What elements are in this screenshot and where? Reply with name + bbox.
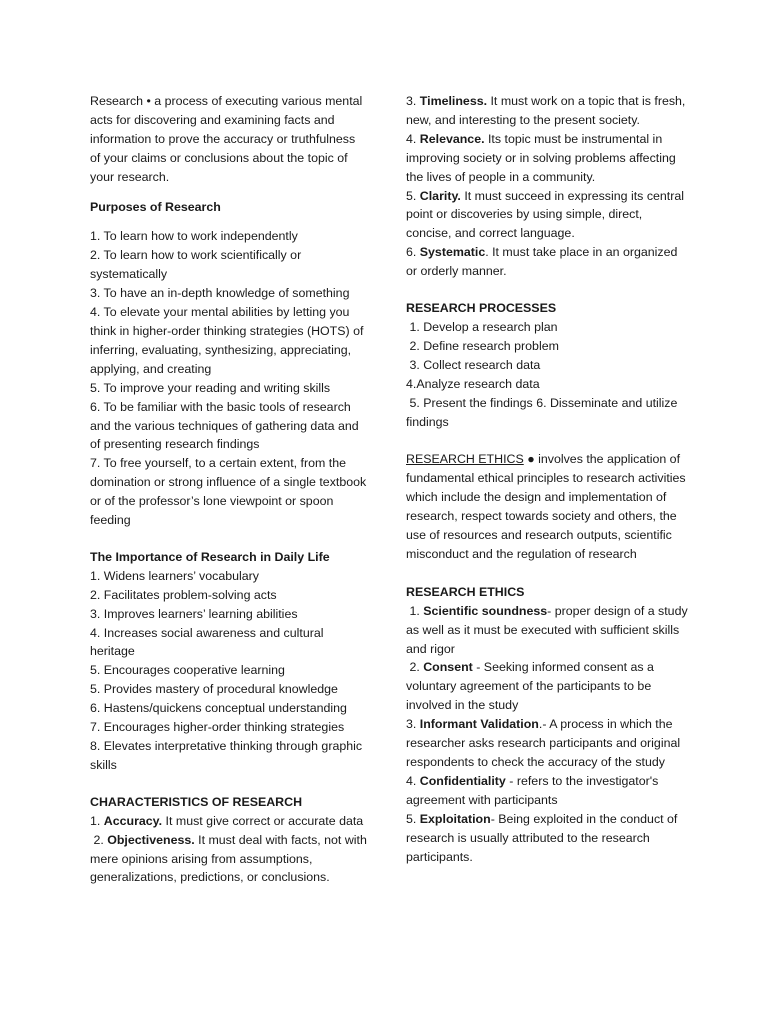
right-column [406, 92, 688, 866]
purposes-heading: Purposes of Research [90, 199, 221, 214]
ethics-item: 1. Scientific soundness- proper design of a study as well as it must be executed with sufficient skills and rigor [406, 603, 688, 656]
list-item: 1. To learn how to work independently [90, 229, 298, 244]
ethics-term-item: Confidentiality [419, 773, 506, 788]
list-item: 4. To elevate your mental abilities by letting you think in higher-order thinking strategies (HOTS) of inferring, evaluating, synthesizing, appreciating, applying, and creating [90, 305, 364, 376]
research-definition-text: a process of executing various mental acts for discovering and examining facts and information to prove the accuracy or truthfulness of your claims or conclusions about the topic of your research. [90, 94, 363, 184]
list-item: 4.Analyze research data [406, 376, 540, 391]
list-item: 2. Define research problem [406, 338, 559, 353]
ethics-item: 3. Informant Validation.- A process in which the researcher asks research participants and original respondents to check the accuracy of the study [406, 717, 681, 769]
list-item: 7. Encourages higher-order thinking strategies [90, 720, 345, 735]
list-item: 5. Present the findings 6. Disseminate and utilize findings [406, 395, 681, 429]
list-item: 8. Elevates interpretative thinking through graphic skills [90, 739, 363, 772]
list-item: 6. Hastens/quickens conceptual understanding [90, 701, 347, 716]
list-item: 2. To learn how to work scientifically or systematically [90, 248, 302, 282]
list-item: 3. To have an in-depth knowledge of something [90, 286, 350, 301]
characteristic-item: 3. Timeliness. It must work on a topic that is fresh, new, and interesting to the present society. [406, 94, 686, 127]
characteristic-term: Relevance. [419, 131, 485, 146]
ethics-term-item: Consent [423, 660, 473, 675]
list-item: 5. Encourages cooperative learning [90, 663, 285, 678]
ethics-term: RESEARCH ETHICS [406, 452, 524, 467]
bullet-glyph: ● [527, 452, 535, 467]
ethics-item: 5. Exploitation- Being exploited in the conduct of research is usually attributed to the research participants. [406, 811, 678, 864]
ethics-item: 4. Confidentiality - refers to the investigator's agreement with participants [406, 773, 659, 807]
list-item: 3. Collect research data [406, 357, 541, 372]
ethics-term-item: Informant Validation [419, 717, 539, 732]
characteristic-item: 5. Clarity. It must succeed in expressing its central point or discoveries by using simple, direct, concise, and correct language. [406, 188, 685, 241]
list-item: 5. Provides mastery of procedural knowledge [90, 682, 338, 697]
characteristics-heading: CHARACTERISTICS OF RESEARCH [90, 794, 303, 809]
list-item: 6. To be familiar with the basic tools of research and the various techniques of gathering data and of presenting research findings [90, 399, 359, 452]
list-item: 5. To improve your reading and writing skills [90, 380, 331, 395]
research-definition [90, 92, 368, 187]
ethics-definition-text: involves the application of fundamental ethical principles to research activities which include the design and implementation of research, respect towards society and others, the use of resources and research outputs, scientific misconduct and the regulation of research [406, 452, 686, 561]
ethics-term-item: Scientific soundness [423, 603, 548, 618]
ethics-heading: RESEARCH ETHICS [406, 584, 525, 599]
list-item: 3. Improves learners’ learning abilities [90, 606, 298, 621]
characteristic-term: Systematic [419, 245, 486, 260]
list-item: 1. Develop a research plan [406, 319, 558, 334]
left-column [90, 92, 368, 887]
list-item: 4. Increases social awareness and cultural heritage [90, 625, 324, 659]
characteristic-item: 1. Accuracy. It must give correct or accurate data [90, 813, 364, 828]
bullet-glyph: • [146, 94, 151, 108]
list-item: 7. To free yourself, to a certain extent, from the domination or strong influence of a single textbook or of the professor’s lone viewpoint or spoon feeding [90, 456, 367, 528]
characteristic-term: Timeliness. [419, 94, 488, 108]
characteristic-term: Objectiveness. [107, 832, 195, 847]
research-term: Research [90, 94, 144, 108]
characteristic-item: 4. Relevance. Its topic must be instrumental in improving society or in solving problems affecting the lives of people in a community. [406, 131, 676, 184]
processes-heading: RESEARCH PROCESSES [406, 301, 557, 316]
list-item: 2. Facilitates problem-solving acts [90, 587, 277, 602]
importance-heading: The Importance of Research in Daily Life [90, 549, 330, 564]
characteristic-item: 6. Systematic. It must take place in an organized or orderly manner. [406, 245, 678, 279]
characteristic-item: 2. Objectiveness. It must deal with facts, not with mere opinions arising from assumptions, generalizations, predictions, or conclusions. [90, 832, 367, 885]
characteristic-term: Accuracy. [103, 813, 163, 828]
characteristic-term: Clarity. [419, 188, 461, 203]
ethics-definition [406, 450, 688, 563]
ethics-term-item: Exploitation [419, 811, 491, 826]
ethics-item: 2. Consent - Seeking informed consent as a voluntary agreement of the participants to be involved in the study [406, 660, 654, 713]
list-item: 1. Widens learners’ vocabulary [90, 568, 259, 583]
